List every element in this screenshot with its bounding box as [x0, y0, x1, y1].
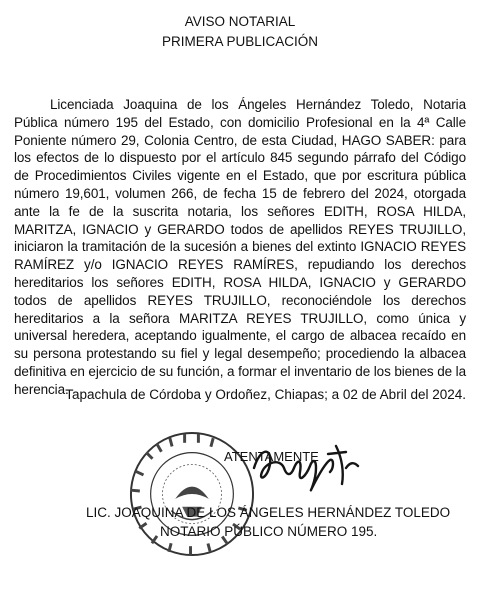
- notice-body: Licenciada Joaquina de los Ángeles Hernández Toledo, Notaria Pública número 195 del Estado, con domicilio Profesional en la 4ª Calle Poniente número 29, Colonia Centro, de esta Ciudad, HAGO SABER: para los efectos de lo dispuesto por el artículo 845 segundo párrafo del Código de Procedimientos Civiles vigente en el Estado, que por escritura pública número 19,601, volumen 266, de fecha 15 de febrero del 2024, otorgada ante la fe de la suscrita notaria, los señores EDITH, ROSA HILDA, MARITZA, IGNACIO y GERARDO todos de apellidos REYES TRUJILLO, iniciaron la tramitación de la sucesión a bienes del extinto IGNACIO REYES RAMÍREZ y/o IGNACIO REYES RAMÍRES, repudiando los derechos hereditarios los señores EDITH, ROSA HILDA, IGNACIO y GERARDO todos de apellidos REYES TRUJILLO, reconociéndole los derechos hereditarios a la señora MARITZA REYES TRUJILLO, como única y universal heredera, aceptando igualmente, el cargo de albacea recaído en su persona protestando su fiel y legal desempeño; procediendo la albacea definitiva en ejercicio de su función, a formar el inventario de los bienes de la herencia.: [14, 97, 466, 397]
- place-date: Tapachula de Córdoba y Ordoñez, Chiapas; a 02 de Abril del 2024.: [65, 387, 466, 402]
- notice-title: AVISO NOTARIAL: [184, 14, 296, 29]
- notary-office: NOTARIO PÚBLICO NÚMERO 195.: [160, 524, 378, 539]
- handwritten-signature-icon: [250, 438, 366, 502]
- closing-greeting: ATENTAMENTE: [224, 449, 319, 464]
- signer-name: LIC. JOAQUINA DE LOS ÁNGELES HERNÁNDEZ TOLEDO: [86, 505, 451, 520]
- notice-subtitle: PRIMERA PUBLICACIÓN: [161, 34, 319, 49]
